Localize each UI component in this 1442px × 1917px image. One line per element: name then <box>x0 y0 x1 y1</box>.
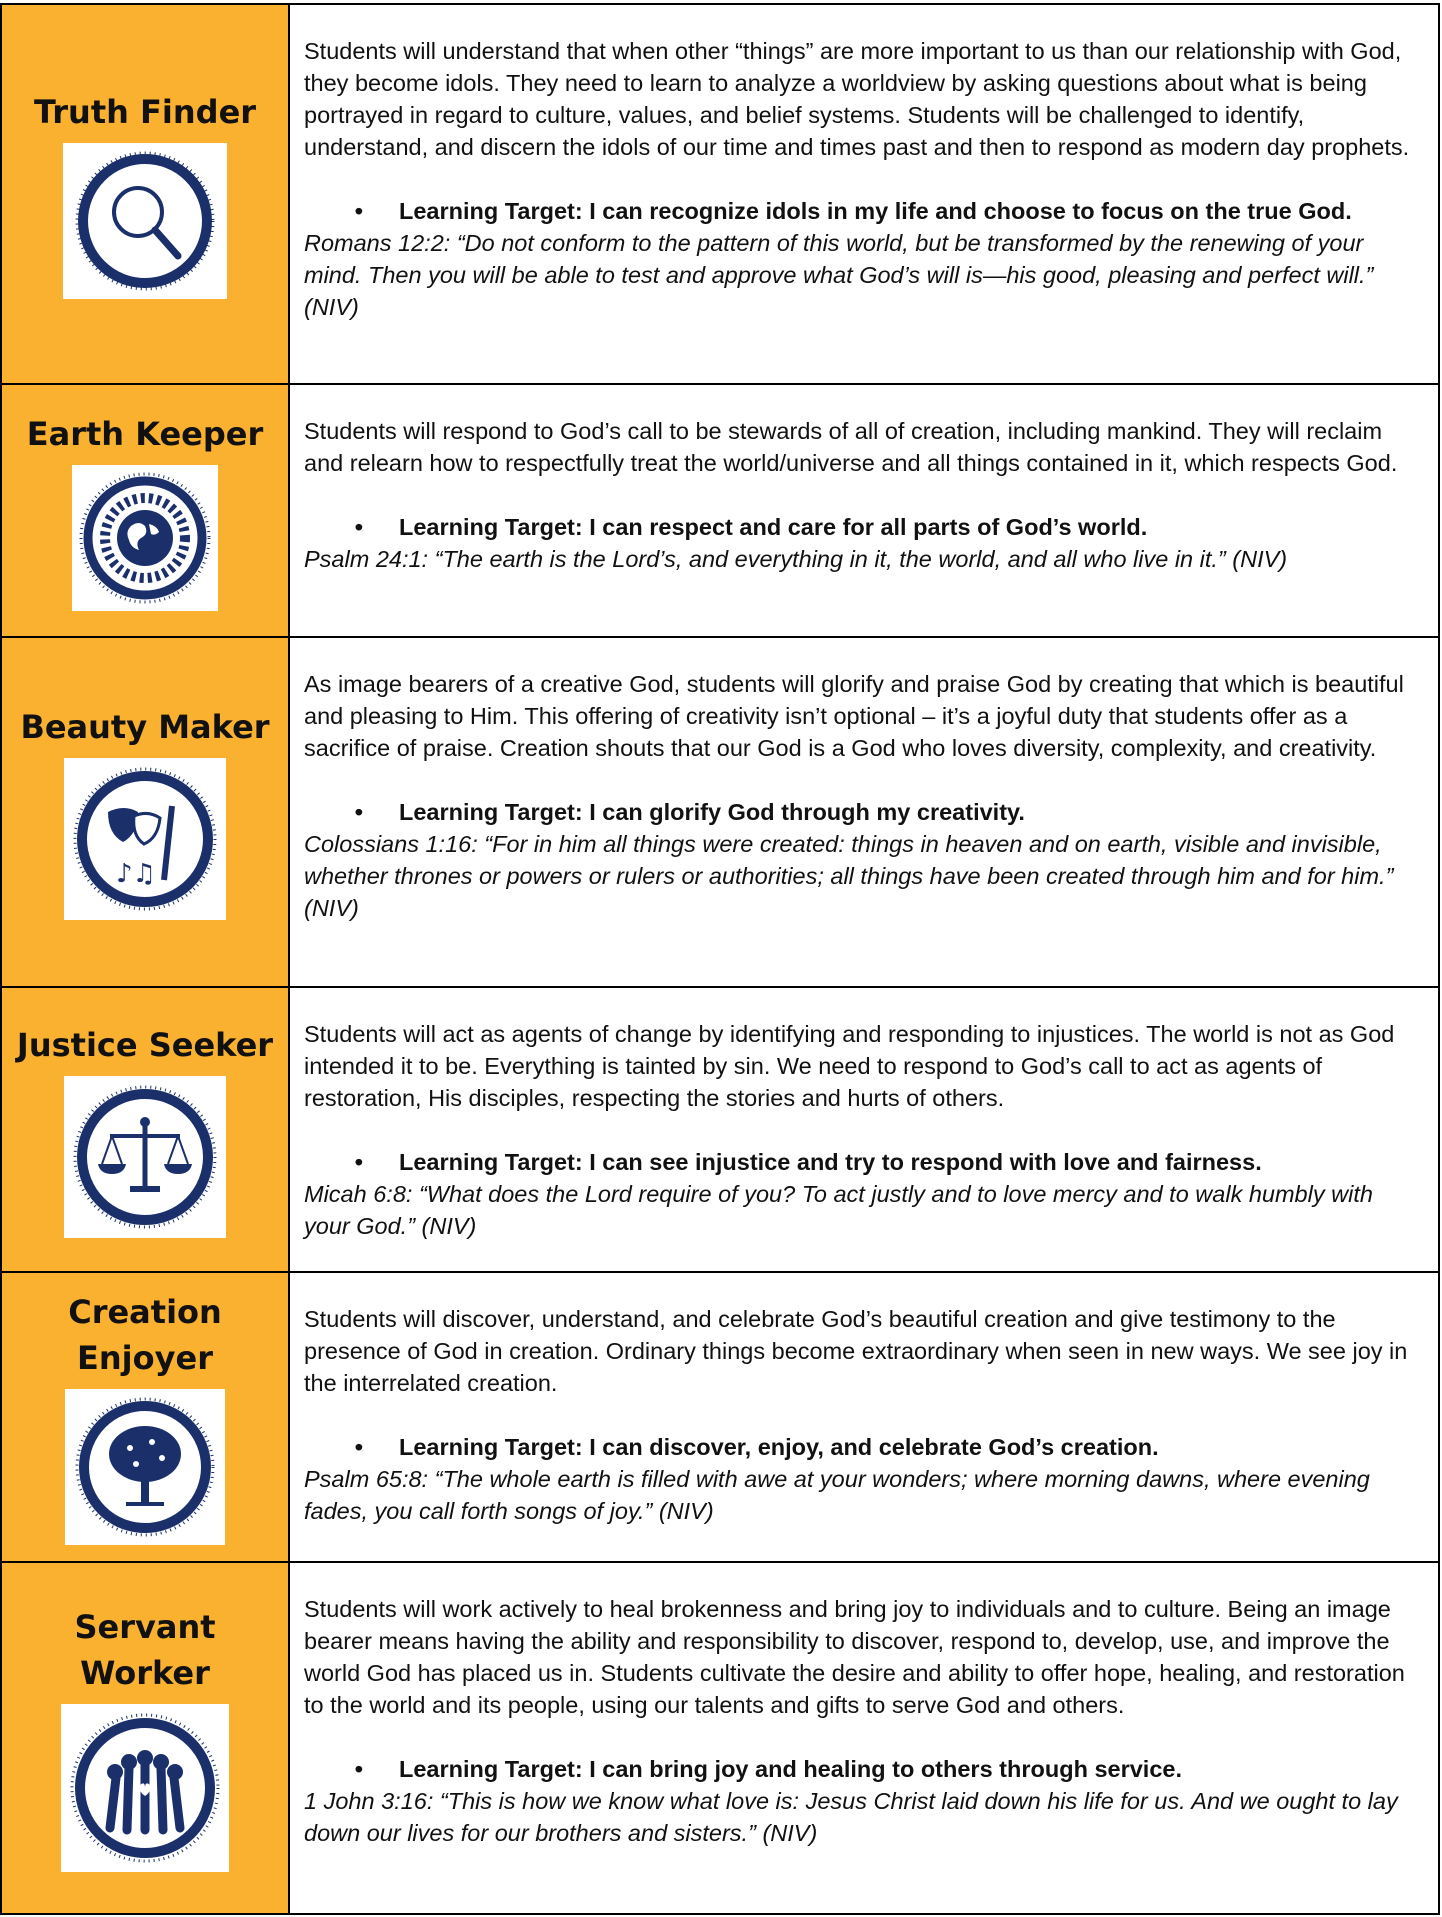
row-content-cell <box>290 1273 1440 1561</box>
scales-icon <box>68 1080 222 1234</box>
row-content-cell <box>290 988 1440 1271</box>
row-description: As image bearers of a creative God, students will glorify and praise God by creating that which is beautiful and pleasing to Him. This offering of creativity isn’t optional – it’s a joyful duty that students offer as a sacrifice of praise. Creation shouts that our God is a God who loves diversity, complexity, and creativity. <box>304 671 1404 761</box>
bullet: • <box>354 514 363 540</box>
row-title: Servant Worker <box>74 1608 216 1692</box>
learning-target-text: Learning Target: I can glorify God through my creativity. <box>399 799 1025 825</box>
icon-frame <box>65 1389 225 1545</box>
learning-target <box>304 796 1422 828</box>
icon-frame <box>64 758 226 920</box>
scripture-verse: Colossians 1:16: “For in him all things were created: things in heaven and on earth, visible and invisible, whether thrones or powers or rulers or authorities; all things have been created through him and for him.” (NIV) <box>304 831 1394 921</box>
row-label-cell <box>0 385 290 636</box>
table-row <box>0 638 1440 988</box>
row-title: Beauty Maker <box>20 708 270 746</box>
row-description: Students will act as agents of change by identifying and responding to injustices. The world is not as God intended it to be. Everything is tainted by sin. We need to respond to God’s call to act as agents of restoration, His disciples, respecting the stories and hurts of others. <box>304 1021 1395 1111</box>
learning-target <box>304 1431 1422 1463</box>
virtues-table <box>0 3 1440 1915</box>
icon-frame <box>61 1704 229 1872</box>
row-description: Students will respond to God’s call to be stewards of all of creation, including mankind. They will reclaim and relearn how to respectfully treat the world/universe and all things contained in it, which respects God. <box>304 418 1398 476</box>
row-content-cell <box>290 385 1440 636</box>
magnifying-glass-icon <box>70 146 220 296</box>
learning-target <box>304 511 1422 543</box>
table-row <box>0 1563 1440 1913</box>
row-label-cell <box>0 1273 290 1561</box>
scripture-verse: Romans 12:2: “Do not conform to the pattern of this world, but be transformed by the renewing of your mind. Then you will be able to test and approve what God’s will is—his good, pleasing and perfect will.” (NIV) <box>304 230 1374 320</box>
icon-frame <box>72 465 218 611</box>
globe-icon <box>75 468 215 608</box>
row-content-cell <box>290 638 1440 986</box>
learning-target-text: Learning Target: I can recognize idols in my life and choose to focus on the true God. <box>399 198 1352 224</box>
table-row <box>0 1273 1440 1563</box>
raised-hands-hearts-icon <box>65 1708 225 1868</box>
row-title: Creation Enjoyer <box>68 1293 222 1377</box>
theater-masks-music-icon <box>68 762 222 916</box>
bullet: • <box>354 1149 363 1175</box>
table-row <box>0 988 1440 1273</box>
row-label-cell <box>0 988 290 1271</box>
icon-frame <box>63 143 227 299</box>
bullet: • <box>354 799 363 825</box>
scripture-verse: Micah 6:8: “What does the Lord require of you? To act justly and to love mercy and to walk humbly with your God.” (NIV) <box>304 1181 1373 1239</box>
icon-frame <box>64 1076 226 1238</box>
row-label-cell <box>0 5 290 383</box>
scripture-verse: Psalm 65:8: “The whole earth is filled with awe at your wonders; where morning dawns, where evening fades, you call forth songs of joy.” (NIV) <box>304 1466 1370 1524</box>
row-title: Justice Seeker <box>16 1025 274 1064</box>
row-description: Students will discover, understand, and celebrate God’s beautiful creation and give testimony to the presence of God in creation. Ordinary things become extraordinary when seen in new ways. We see joy in the interrelated creation. <box>304 1306 1408 1396</box>
row-title: Truth Finder <box>33 93 257 131</box>
row-content-cell <box>290 5 1440 383</box>
bullet: • <box>354 198 363 224</box>
learning-target <box>304 1146 1422 1178</box>
learning-target <box>304 1753 1422 1785</box>
learning-target-text: Learning Target: I can respect and care for all parts of God’s world. <box>399 514 1148 540</box>
row-title: Earth Keeper <box>26 414 264 453</box>
row-label-cell <box>0 1563 290 1913</box>
scripture-verse: 1 John 3:16: “This is how we know what love is: Jesus Christ laid down his life for us. And we ought to lay down our lives for our brothers and sisters.” (NIV) <box>304 1788 1398 1846</box>
row-label-cell <box>0 638 290 986</box>
row-description: Students will work actively to heal brokenness and bring joy to individuals and to culture. Being an image bearer means having the ability and responsibility to discover, respond to, develop, use, and improve the world God has placed us in. Students cultivate the desire and ability to offer hope, healing, and restoration to the world and its people, using our talents and gifts to serve God and others. <box>304 1596 1405 1718</box>
tree-icon <box>70 1392 220 1542</box>
bullet: • <box>354 1434 363 1460</box>
bullet: • <box>354 1756 363 1782</box>
svg-text:♪♫: ♪♫ <box>116 859 156 889</box>
learning-target-text: Learning Target: I can see injustice and try to respond with love and fairness. <box>399 1149 1262 1175</box>
learning-target <box>304 195 1422 227</box>
table-row <box>0 385 1440 638</box>
table-row <box>0 5 1440 385</box>
row-description: Students will understand that when other “things” are more important to us than our relationship with God, they become idols. They need to learn to analyze a worldview by asking questions about what is being portrayed in regard to culture, values, and belief systems. Students will be challenged to identify, understand, and discern the idols of our time and times past and then to respond as modern day prophets. <box>304 38 1410 160</box>
learning-target-text: Learning Target: I can bring joy and healing to others through service. <box>399 1756 1183 1782</box>
row-content-cell <box>290 1563 1440 1913</box>
learning-target-text: Learning Target: I can discover, enjoy, and celebrate God’s creation. <box>399 1434 1159 1460</box>
scripture-verse: Psalm 24:1: “The earth is the Lord’s, and everything in it, the world, and all who live in it.” (NIV) <box>304 546 1288 572</box>
